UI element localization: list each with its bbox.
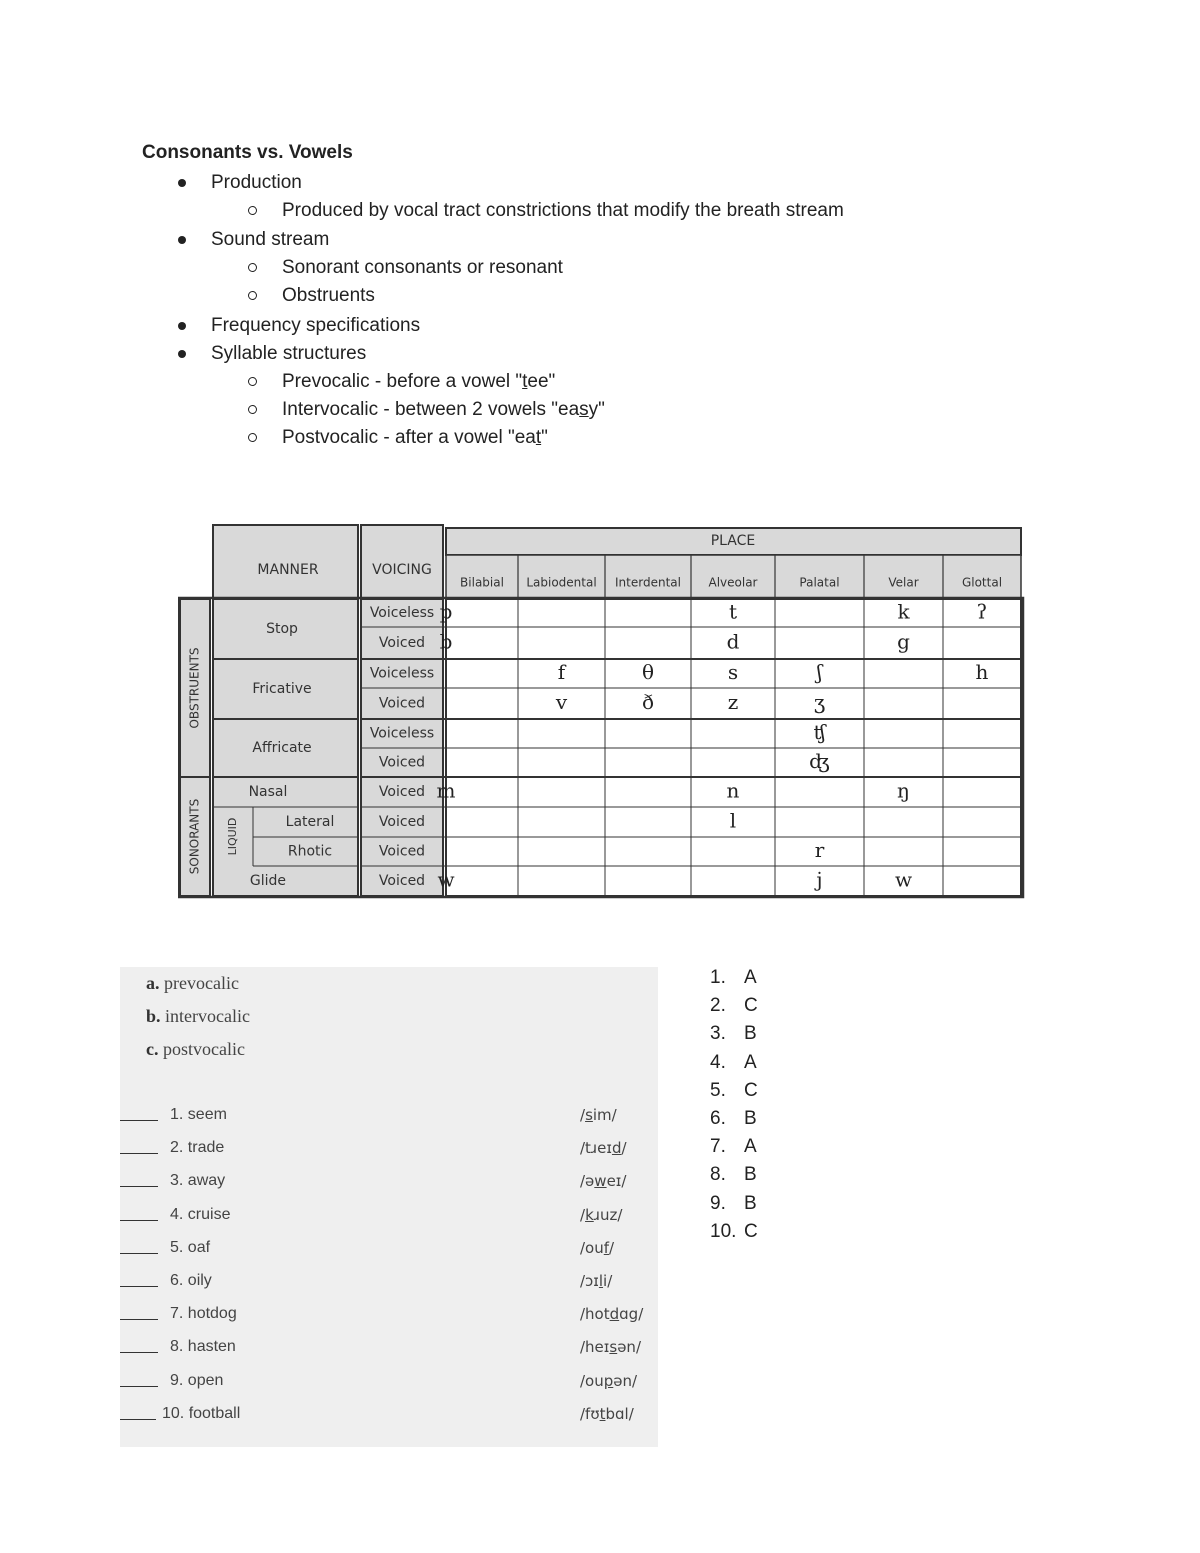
bullet-dot-icon (178, 236, 186, 244)
bullet-text: Intervocalic - between 2 vowels "ea (282, 399, 580, 420)
exercise-word: 8. hasten (170, 1338, 236, 1356)
voicing-label: Voiced (378, 843, 426, 860)
answer-blank[interactable] (120, 1220, 158, 1221)
answer-blank[interactable] (120, 1153, 158, 1154)
ipa-text: / (609, 1238, 615, 1257)
voicing-label: Voiceless (369, 605, 435, 621)
bullet-item (211, 172, 302, 194)
answer-letter: C (744, 1079, 758, 1101)
phoneme-symbol: p (439, 599, 453, 624)
sub-bullet-item (282, 371, 555, 393)
voicing-label: Voiceless (369, 665, 435, 682)
answer-item (710, 1052, 757, 1074)
place-label: Velar (888, 575, 919, 590)
manner-label: Stop (266, 621, 298, 637)
option-label: prevocalic (159, 973, 239, 993)
ipa-text: /fʊ (580, 1404, 600, 1423)
phoneme-symbol: ð (641, 690, 655, 714)
exercise-item (120, 1106, 658, 1128)
phoneme-symbol: ʒ (813, 690, 826, 714)
phoneme-symbol: l (729, 808, 737, 833)
phoneme-symbol: ʧ (813, 720, 826, 744)
answer-number: 10. (710, 1220, 737, 1242)
group-label-sonorants: SONORANTS (187, 798, 202, 875)
bullet-circle-icon (248, 291, 257, 300)
ipa-transcription (580, 1239, 614, 1257)
voicing-label: Voiced (378, 635, 426, 651)
voicing-label: Voiced (378, 814, 426, 830)
ipa-text: / (580, 1205, 586, 1224)
ipa-target-sound: s (609, 1338, 618, 1357)
ipa-target-sound: s (585, 1106, 593, 1124)
answer-option (146, 1039, 245, 1060)
place-label: Glottal (961, 575, 1003, 590)
answer-item (710, 1221, 758, 1243)
bullet-dot-icon (178, 322, 186, 330)
phoneme-symbol: b (439, 629, 453, 654)
voicing-label: Voiced (378, 754, 426, 771)
ipa-text: im/ (592, 1106, 617, 1124)
sub-bullet-item (282, 285, 375, 307)
group-label-obstruents: OBSTRUENTS (187, 647, 202, 729)
bullet-dot-icon (178, 179, 186, 187)
phoneme-symbol: f (557, 660, 566, 684)
phoneme-symbol: t (728, 599, 738, 624)
place-label: Interdental (615, 575, 681, 590)
exercise-item (120, 1239, 658, 1261)
exercise-item (120, 1338, 658, 1360)
phoneme-symbol: n (726, 778, 740, 803)
bullet-circle-icon (248, 206, 257, 215)
ipa-text: i/ (603, 1272, 613, 1290)
exercise-word: 2. trade (170, 1139, 225, 1157)
option-letter: a. (146, 973, 160, 993)
exercise-item (120, 1305, 658, 1327)
bullet-text: Prevocalic - before a vowel " (282, 371, 523, 392)
manner-label: Rhotic (287, 843, 333, 860)
ipa-transcription (580, 1106, 617, 1124)
ipa-text: /tɹeɪ (580, 1139, 612, 1158)
consonant-chart (178, 522, 1026, 900)
bullet-text: Postvocalic - after a vowel "ea (282, 427, 536, 448)
phoneme-symbol: d (726, 629, 740, 654)
ipa-transcription (580, 1172, 626, 1190)
answer-blank[interactable] (120, 1319, 158, 1320)
answer-letter: C (744, 1220, 758, 1242)
answer-number: 1. (710, 967, 726, 988)
exercise-word: 10. football (162, 1404, 241, 1422)
answer-number: 7. (710, 1136, 726, 1158)
phoneme-symbol: z (727, 690, 739, 714)
phoneme-symbol: θ (641, 660, 655, 684)
phoneme-symbol: m (436, 778, 456, 803)
phoneme-symbol: w (437, 867, 455, 892)
place-header: PLACE (710, 533, 756, 549)
sub-bullet-item (282, 399, 605, 421)
phoneme-symbol: w (894, 867, 913, 892)
option-label: postvocalic (158, 1039, 245, 1059)
bullet-text: Obstruents (282, 285, 375, 306)
exercise-item (120, 1139, 658, 1161)
phoneme-symbol: j (816, 867, 823, 892)
ipa-target-sound: t (599, 1404, 606, 1423)
manner-label: Fricative (252, 681, 312, 697)
ipa-text: ən/ (617, 1338, 641, 1357)
place-label: Alveolar (708, 575, 758, 590)
phoneme-symbol: s (727, 660, 739, 684)
bullet-circle-icon (248, 405, 257, 414)
exercise-word: 5. oaf (170, 1238, 211, 1256)
ipa-text: ən/ (613, 1371, 638, 1390)
phoneme-symbol: h (975, 660, 989, 684)
exercise-item (120, 1372, 658, 1394)
ipa-target-sound: f (603, 1238, 610, 1257)
answer-blank[interactable] (120, 1186, 158, 1187)
bullet-item (211, 229, 329, 251)
ipa-text: / (580, 1106, 586, 1124)
exercise-item (120, 1206, 658, 1228)
sub-bullet-item (282, 427, 548, 449)
bullet-text: ee" (527, 371, 556, 392)
exercise-word: 6. oily (170, 1272, 212, 1289)
ipa-transcription (580, 1305, 643, 1323)
phoneme-symbol: k (897, 599, 910, 624)
answer-number: 5. (710, 1079, 726, 1101)
answer-item (710, 1136, 757, 1158)
exercise-word: 3. away (170, 1172, 226, 1190)
phoneme-symbol: ʔ (976, 599, 988, 624)
answer-option (146, 1006, 250, 1027)
answer-letter: A (744, 967, 757, 988)
underlined-letter: t (535, 427, 542, 448)
bullet-text: Production (211, 172, 302, 193)
answer-item (710, 1193, 757, 1215)
ipa-target-sound: w (594, 1172, 607, 1191)
ipa-text: /ə (580, 1172, 595, 1191)
answer-letter: B (744, 1023, 757, 1045)
bullet-text: Frequency specifications (211, 315, 421, 336)
sub-bullet-item (282, 257, 563, 279)
answer-option (146, 973, 239, 994)
option-label: intervocalic (160, 1006, 250, 1026)
underlined-letter: s (579, 399, 589, 420)
bullet-circle-icon (248, 263, 257, 272)
answer-blank[interactable] (120, 1419, 156, 1420)
ipa-transcription (580, 1139, 627, 1157)
ipa-target-sound: p (603, 1371, 614, 1390)
answer-blank[interactable] (120, 1286, 158, 1287)
ipa-text: /heɪ (580, 1338, 610, 1357)
bullet-text: Sound stream (211, 229, 330, 250)
ipa-text: / (621, 1139, 627, 1158)
option-letter: c. (146, 1039, 159, 1059)
voicing-label: Voiced (378, 784, 426, 800)
manner-label: Nasal (248, 784, 288, 800)
exercise-word: 7. hotdog (170, 1305, 237, 1323)
ipa-text: bɑl/ (605, 1404, 634, 1423)
ipa-text: eɪ/ (606, 1172, 627, 1191)
ipa-transcription (580, 1372, 637, 1390)
phoneme-symbol: ʃ (816, 660, 823, 684)
underlined-letter: t (522, 371, 528, 392)
bullet-text: y" (588, 399, 605, 420)
answer-blank[interactable] (120, 1120, 158, 1121)
answer-blank[interactable] (120, 1253, 158, 1254)
ipa-text: ɑg/ (619, 1305, 644, 1324)
bullet-dot-icon (178, 350, 186, 358)
voicing-label: Voiced (378, 695, 426, 712)
bullet-text: Sonorant consonants or resonant (282, 257, 563, 278)
ipa-transcription (580, 1206, 622, 1224)
ipa-target-sound: k (585, 1205, 594, 1224)
answer-item (710, 1080, 758, 1102)
ipa-text: /ou (580, 1371, 604, 1390)
answer-number: 2. (710, 995, 726, 1017)
answer-letter: B (744, 1108, 757, 1129)
phoneme-symbol: r (814, 838, 825, 862)
ipa-target-sound: d (609, 1305, 620, 1324)
ipa-transcription (580, 1338, 641, 1356)
answer-blank[interactable] (120, 1352, 158, 1353)
voicing-label: Voiced (378, 873, 426, 889)
answer-number: 9. (710, 1192, 726, 1214)
answer-number: 4. (710, 1051, 726, 1073)
answer-letter: B (744, 1192, 757, 1214)
exercise-word: 4. cruise (170, 1205, 231, 1223)
answer-blank[interactable] (120, 1386, 158, 1387)
bullet-text: Produced by vocal tract constrictions that modify the breath stream (282, 200, 844, 221)
exercise-word: 1. seem (170, 1106, 227, 1123)
phoneme-symbol: v (555, 690, 568, 714)
exercise-item (120, 1272, 658, 1294)
manner-label: Lateral (285, 814, 335, 830)
place-label: Palatal (799, 575, 840, 590)
option-letter: b. (146, 1006, 161, 1026)
group-label-liquid: LIQUID (226, 817, 239, 856)
bullet-circle-icon (248, 377, 257, 386)
ipa-text: /ɔɪ (580, 1272, 599, 1290)
manner-label: Affricate (252, 740, 312, 756)
answer-item (710, 1164, 757, 1186)
answer-item (710, 1023, 757, 1045)
answer-letter: C (744, 995, 758, 1017)
ipa-transcription (580, 1272, 612, 1290)
bullet-circle-icon (248, 433, 257, 442)
voicing-label: Voiceless (369, 725, 435, 742)
bullet-item (211, 315, 420, 337)
ipa-transcription (580, 1405, 634, 1423)
exercise-item (120, 1405, 658, 1427)
voicing-header: VOICING (372, 562, 432, 578)
bullet-text: " (541, 427, 548, 448)
ipa-text: /ou (580, 1238, 604, 1257)
bullet-item (211, 343, 366, 365)
answer-item (710, 995, 758, 1017)
answer-number: 6. (710, 1108, 726, 1129)
place-label: Labiodental (526, 575, 597, 590)
exercise-word: 9. open (170, 1371, 224, 1389)
sub-bullet-item (282, 200, 844, 222)
manner-header: MANNER (257, 562, 319, 578)
answer-item (710, 967, 757, 989)
answer-number: 8. (710, 1164, 726, 1186)
ipa-text: /hot (580, 1305, 610, 1324)
phoneme-symbol: ŋ (897, 778, 910, 803)
exercise-item (120, 1172, 658, 1194)
answer-letter: A (744, 1136, 757, 1158)
phoneme-symbol: ʤ (809, 749, 830, 773)
manner-label: Glide (249, 873, 287, 889)
ipa-text: ɹuz/ (593, 1205, 623, 1224)
answer-letter: B (744, 1164, 757, 1186)
answer-number: 3. (710, 1023, 726, 1045)
exercise-panel (120, 967, 658, 1447)
place-label: Bilabial (460, 575, 504, 590)
ipa-target-sound: d (611, 1139, 622, 1158)
phoneme-symbol: g (897, 629, 910, 654)
bullet-text: Syllable structures (211, 343, 367, 364)
page-title: Consonants vs. Vowels (142, 142, 353, 163)
answer-item (710, 1108, 757, 1130)
ipa-target-sound: l (598, 1272, 604, 1290)
answer-letter: A (744, 1051, 757, 1073)
